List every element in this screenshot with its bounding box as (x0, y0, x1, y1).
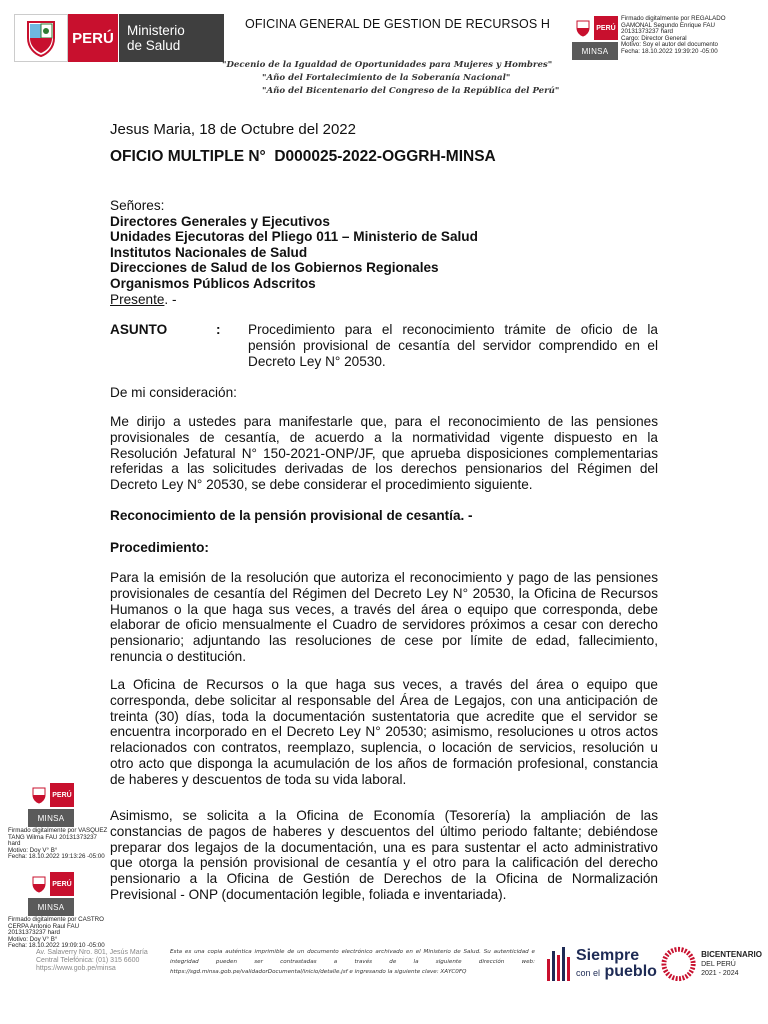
stamp-peru-label: PERÚ (594, 16, 618, 40)
oficio-number: D000025-2022-OGGRH-MINSA (274, 148, 496, 165)
bicentenario-logo (660, 944, 762, 984)
bicentenary-motto: "Año del Bicentenario del Congreso de la República del Perú" (262, 86, 560, 96)
siempre-con-el-pueblo-logo (547, 944, 657, 984)
stamp-minsa-label: MINSA (28, 809, 74, 827)
signature-line: Firmado digitalmente por REGALADO (621, 15, 726, 22)
year-motto: "Año del Fortalecimiento de la Soberanía Nacional" (262, 73, 511, 83)
logo-ministry-line2: de Salud (127, 38, 181, 53)
siempre-line2: pueblo (604, 962, 657, 980)
addressee: Directores Generales y Ejecutivos (110, 213, 330, 229)
oficio-label: OFICIO MULTIPLE N° (110, 148, 266, 165)
presente: Presente (110, 291, 165, 307)
addressee: Direcciones de Salud de los Gobiernos Regionales (110, 260, 439, 276)
signature-details-vasquez (8, 828, 107, 861)
siempre-bars-icon (547, 947, 570, 981)
logo-peru-label: PERÚ (68, 14, 118, 62)
siempre-text (576, 948, 657, 981)
addressee: Institutos Nacionales de Salud (110, 244, 308, 260)
asunto-colon: : (216, 322, 221, 337)
digital-signature-stamp-top (572, 16, 726, 60)
signature-line: Firmado digitalmente por CASTRO (8, 916, 104, 923)
signature-line: CERPA Antonio Raul FAU (8, 922, 80, 930)
coat-of-arms-icon (28, 783, 50, 807)
oficio-title (110, 149, 496, 165)
asunto-text: Procedimiento para el reconocimiento trámite de oficio de la pensión provisional de cesantía del servidor comprendido en el Decreto Ley N° 20530. (248, 322, 658, 369)
stamp-peru-label: PERÚ (50, 783, 74, 807)
stamp-minsa-label: MINSA (572, 42, 618, 60)
bicentenario-text (701, 950, 762, 978)
digital-signature-stamp-castro (28, 872, 74, 916)
salutation-title: Señores: (110, 198, 165, 213)
footer-address (36, 949, 148, 973)
footer-website-link[interactable]: https://www.gob.pe/minsa (36, 965, 116, 972)
stamp-peru-label: PERÚ (50, 872, 74, 896)
footer-phone-line: Central Telefónica: (01) 315 6600 (36, 957, 140, 964)
siempre-small: con el (576, 967, 601, 978)
ministerio-de-salud-logo (14, 14, 226, 62)
paragraph-procedure: Para la emisión de la resolución que autoriza el reconocimiento y pago de las pensiones provisionales de cesantía del Régimen del Decreto Ley N° 20530, la Oficina de Recursos Humanos o la que haga sus veces, a través del área o equipo que corresponda, debe elaborar de oficio mensualmente el Cuadro de servidores próximos a cesar con derecho pensionario; adjuntando las resoluciones de cese por límite de edad, fallecimiento, renuncia o destitución. (110, 570, 658, 664)
bicen-line2: DEL PERÚ (701, 961, 736, 968)
digital-signature-stamp-vasquez (28, 783, 74, 827)
signature-details (621, 16, 726, 60)
coat-of-arms-icon (28, 872, 50, 896)
addressee: Unidades Ejecutoras del Pliego 011 – Ministerio de Salud (110, 229, 478, 245)
stamp-minsa-label: MINSA (28, 898, 74, 916)
signature-line: hard (8, 840, 21, 848)
signature-line: Motivo: Soy el autor del documento (621, 41, 718, 49)
signature-line: TANG Wilma FAU 20131373237 (8, 833, 97, 841)
presente-line (110, 292, 478, 308)
signature-line: Fecha: 18.10.2022 19:09:10 -05:00 (8, 942, 105, 950)
signature-line: GAMONAL Segundo Enrique FAU (621, 21, 716, 29)
logo-ministry-line1: Ministerio (127, 23, 185, 38)
peru-coat-of-arms-icon (14, 14, 68, 62)
bicen-line1: BICENTENARIO (701, 950, 762, 959)
signature-line: Fecha: 18.10.2022 19:39:20 -05:00 (621, 47, 718, 55)
greeting: De mi consideración: (110, 385, 237, 400)
bicentenario-ring-icon (660, 945, 697, 983)
signature-line: 20131373237 hard (8, 929, 60, 937)
footer-address-line: Av. Salaverry Nro. 801, Jesús María (36, 949, 148, 956)
authenticity-note: Esta es una copia auténtica imprimible de un documento electrónico archivado en el Ministerio de Salud. Su autenticidad e integridad pueden ser contrastadas a través de la siguiente dirección web: https://sgd.minsa.gob.pe/validadorDocumental/inicio/detalle.jsf e ingresando la siguiente clave: XAYC0FQ (170, 949, 535, 975)
bicen-line3: 2021 - 2024 (701, 970, 739, 977)
place-date: Jesus Maria, 18 de Octubre del 2022 (110, 121, 356, 138)
decade-motto: "Decenio de la Igualdad de Oportunidades para Mujeres y Hombres" (222, 60, 553, 70)
signature-line: Fecha: 18.10.2022 19:13:26 -05:00 (8, 853, 105, 861)
paragraph-intro: Me dirijo a ustedes para manifestarle que, para el reconocimiento de las pensiones provisionales de cesantía, de acuerdo a la normatividad vigente dispuesto en la Resolución Jefatural N° 150-2021-ONP/JF, que aprueba disposiciones complementarias referidas a las solicitudes derivadas de los derechos pensionarios del Régimen del Decreto Ley N° 20530, se debe considerar el procedimiento siguiente. (110, 414, 658, 493)
coat-of-arms-icon (572, 16, 594, 40)
asunto-label: ASUNTO (110, 322, 168, 337)
signature-details-castro (8, 917, 105, 950)
siempre-line1: Siempre (576, 946, 640, 964)
addressees-block (110, 198, 478, 307)
paragraph-legajos: La Oficina de Recursos o la que haga sus veces, a través del área o equipo que corresponda, debe solicitar al responsable del Área de Legajos, con una anticipación de treinta (30) días, toda la documentación sustentatoria que acredite que el servidor se encuentra incorporado en el Decreto Ley N° 20530; asimismo, resoluciones u otros actos relacionados con contratos, reemplazo, suplencia, o locación de servicios, resolución u otro acto que disponga la acumulación de los años de formación profesional, constancia de haberes y descuentos de toda su vida laboral. (110, 677, 658, 787)
section-title: Reconocimiento de la pensión provisional de cesantía. - (110, 508, 473, 523)
paragraph-economia: Asimismo, se solicita a la Oficina de Economía (Tesorería) la ampliación de las constancias de pagos de haberes y descuentos del último periodo faltante; debiéndose preparar dos legajos de la documentación, una es para sustentar el acto administrativo que otorga la pensión provisional de cesantía y el otro para la calificación del derecho pensionario a la Oficina de Gestión de Derechos de la Oficina de Normalización Previsional - ONP (documentación legible, foliada e inventariada). (110, 808, 658, 902)
presente-suffix: . - (164, 291, 177, 307)
procedure-title: Procedimiento: (110, 540, 209, 555)
office-title: OFICINA GENERAL DE GESTION DE RECURSOS H (245, 17, 550, 31)
signature-line: 20131373237 hard (621, 28, 673, 36)
signature-line: Motivo: Doy V° B° (8, 846, 58, 854)
signature-line: Motivo: Doy V° B° (8, 935, 58, 943)
addressee: Organismos Públicos Adscritos (110, 275, 316, 291)
signature-line: Firmado digitalmente por VASQUEZ (8, 827, 108, 834)
signature-line: Cargo: Director General (621, 34, 687, 42)
logo-ministry-label (118, 14, 224, 62)
